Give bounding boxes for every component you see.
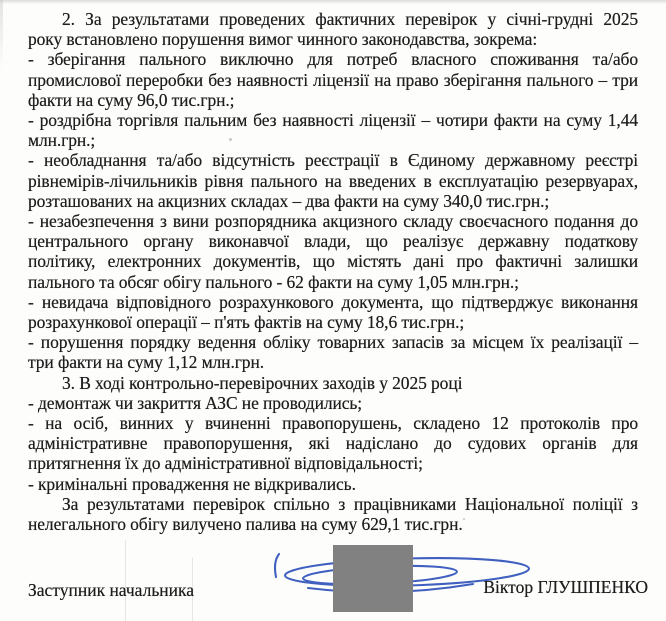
text-line: - невидача відповідного розрахункового документа, що підтверджує виконання [28,291,638,312]
text-line: - необладнання та/або відсутність реєстрації в Єдиному державному реєстрі [28,150,638,171]
scan-artifact-top-edge [0,0,666,4]
text-line: адміністративне правопорушення, які надіслано до судових органів для [28,433,638,454]
text-line: центрального органу виконавчої влади, що реалізує державну податкову [28,231,638,252]
signer-name: Віктор ГЛУШПЕНКО [483,577,648,597]
redaction-box [333,545,413,612]
text-line: За результатами перевірок спільно з працівниками Національної поліції з [62,493,638,514]
text-line: року встановлено порушення вимог чинного законодавства, зокрема: [28,29,538,50]
text-line: - незабезпечення з вини розпорядника акцизного складу своєчасного подання до [28,211,638,232]
signature-tick-stroke [275,554,279,577]
text-line: факти на суму 96,0 тис.грн.; [28,89,235,110]
text-line: млн.грн.; [28,130,96,151]
text-line: - зберігання пального виключно для потреб власного споживання та/або [28,49,638,70]
text-line: - на осіб, винних у вчиненні правопорушень, складено 12 протоколів про [28,413,638,434]
text-line: - роздрібна торгівля пальним без наявності ліцензії – чотири факти на суму 1,44 [28,110,638,131]
text-line: - демонтаж чи закриття АЗС не проводились; [28,392,363,413]
text-line: пального та обсяг обігу пального - 62 факти на суму 1,05 млн.грн.; [28,271,519,292]
text-line: розташованих на акцизних складах – два факти на суму 340,0 тис.грн.; [28,190,550,211]
text-line: нелегального обігу вилучено палива на суму 629,1 тис.грн. [28,514,463,535]
text-line: 2. За результатами проведених фактичних перевірок у січні-грудні 2025 [62,9,638,29]
signer-position-label: Заступник начальника [28,580,195,600]
text-line: - кримінальні провадження не відкривались. [28,473,356,494]
text-line: рівнемірів-лічильників рівня пального на введених в експлуатацію резервуарах, [28,170,638,191]
text-line: розрахункової операції – п'ять фактів на суму 18,6 тис.грн.; [28,312,465,333]
text-line: три факти на суму 1,12 млн.грн. [28,352,264,373]
scan-artifact-left-edge [0,0,3,70]
text-line: 3. В ході контрольно-перевірочних заходів у 2025 році [62,372,463,393]
text-line: політику, електронних документів, що містять дані про фактичні залишки [28,251,638,272]
text-line: - порушення порядку ведення обліку товарних запасів за місцем їх реалізації – [28,332,638,353]
text-line: притягнення їх до адміністративної відповідальності; [28,453,423,474]
text-line: промислової переробки без наявності ліцензії на право зберігання пального – три [28,69,638,90]
text-block [28,9,638,534]
